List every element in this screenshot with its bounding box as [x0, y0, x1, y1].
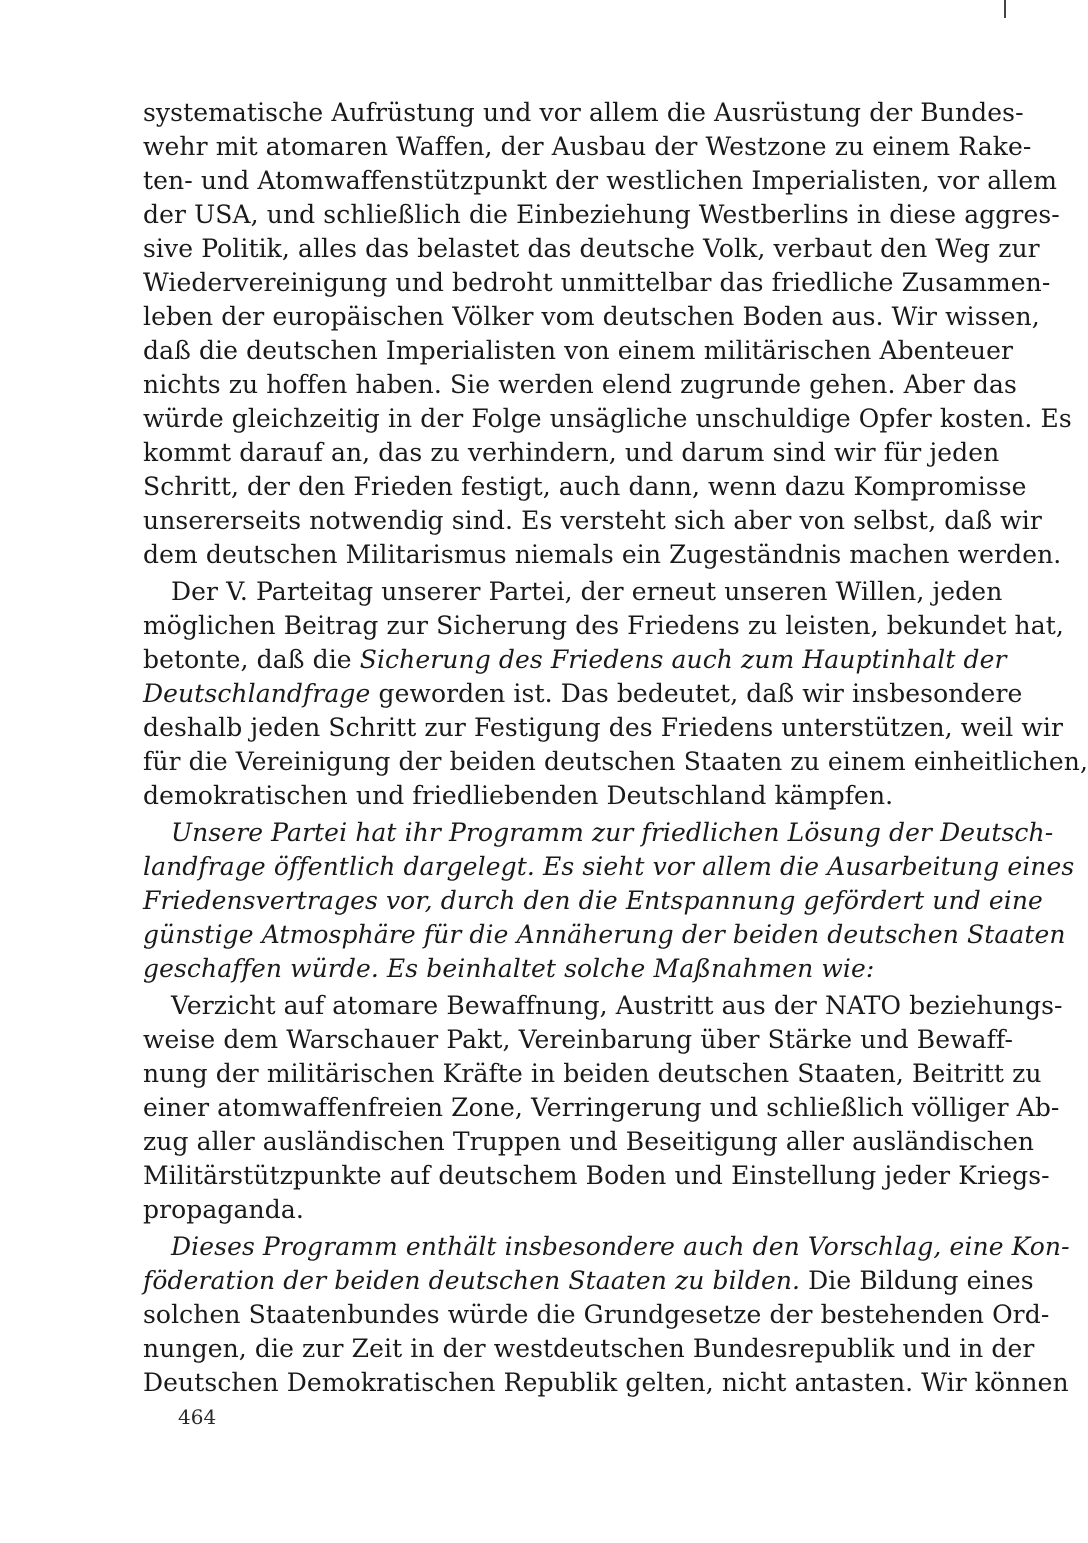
text-line: Schritt, der den Frieden festigt, auch dann, wenn dazu Kompromisse: [143, 472, 1027, 501]
text-line: Verzicht auf atomare Bewaffnung, Austritt aus der NATO beziehungs-: [171, 991, 1063, 1020]
text-line: der USA, und schließlich die Einbeziehung Westberlins in diese aggres-: [143, 200, 1060, 229]
body-text: [143, 96, 1088, 1400]
text-line: Militärstützpunkte auf deutschem Boden und Einstellung jeder Kriegs-: [143, 1161, 1050, 1190]
text-line: landfrage öffentlich dargelegt. Es sieht vor allem die Ausarbeitung eines: [143, 852, 1075, 881]
text-line: günstige Atmosphäre für die Annäherung der beiden deutschen Staaten: [143, 920, 1066, 949]
text-line: einer atomwaffenfreien Zone, Verringerung und schließlich völliger Ab-: [143, 1093, 1060, 1122]
text-line: nung der militärischen Kräfte in beiden deutschen Staaten, Beitritt zu: [143, 1059, 1042, 1088]
text-line: demokratischen und friedliebenden Deutschland kämpfen.: [143, 781, 894, 810]
text-line: systematische Aufrüstung und vor allem die Ausrüstung der Bundes-: [143, 98, 1024, 127]
text-line: sive Politik, alles das belastet das deutsche Volk, verbaut den Weg zur: [143, 234, 1040, 263]
text-line: würde gleichzeitig in der Folge unsägliche unschuldige Opfer kosten. Es: [143, 404, 1072, 433]
text-line: weise dem Warschauer Pakt, Vereinbarung über Stärke und Bewaff-: [143, 1025, 1014, 1054]
text-line: Deutschen Demokratischen Republik gelten, nicht antasten. Wir können: [143, 1368, 1069, 1397]
text-line: betonte, daß die Sicherung des Friedens auch zum Hauptinhalt der: [143, 645, 1007, 674]
text-line: kommt darauf an, das zu verhindern, und darum sind wir für jeden: [143, 438, 1000, 467]
text-line: unsererseits notwendig sind. Es versteht sich aber von selbst, daß wir: [143, 506, 1042, 535]
text-line: Wiedervereinigung und bedroht unmittelbar das friedliche Zusammen-: [143, 268, 1051, 297]
page-edge-mark: [1004, 0, 1006, 18]
page-number: 464: [178, 1405, 217, 1429]
text-line: leben der europäischen Völker vom deutschen Boden aus. Wir wissen,: [143, 302, 1040, 331]
text-line: Unsere Partei hat ihr Programm zur friedlichen Lösung der Deutsch-: [171, 818, 1054, 847]
text-line: Der V. Parteitag unserer Partei, der erneut unseren Willen, jeden: [171, 577, 1003, 606]
text-line: möglichen Beitrag zur Sicherung des Friedens zu leisten, bekundet hat,: [143, 611, 1064, 640]
text-line: ten- und Atomwaffenstützpunkt der westlichen Imperialisten, vor allem: [143, 166, 1058, 195]
text-line: Dieses Programm enthält insbesondere auch den Vorschlag, eine Kon-: [171, 1232, 1070, 1261]
text-line: wehr mit atomaren Waffen, der Ausbau der Westzone zu einem Rake-: [143, 132, 1032, 161]
text-line: für die Vereinigung der beiden deutschen Staaten zu einem einheitlichen,: [143, 747, 1088, 776]
text-line: Deutschlandfrage geworden ist. Das bedeutet, daß wir insbesondere: [143, 679, 1023, 708]
text-line: dem deutschen Militarismus niemals ein Zugeständnis machen werden.: [143, 540, 1062, 569]
text-line: solchen Staatenbundes würde die Grundgesetze der bestehenden Ord-: [143, 1300, 1050, 1329]
text-line: propaganda.: [143, 1195, 304, 1224]
text-line: deshalb jeden Schritt zur Festigung des Friedens unterstützen, weil wir: [143, 713, 1064, 742]
text-line: nichts zu hoffen haben. Sie werden elend zugrunde gehen. Aber das: [143, 370, 1017, 399]
text-line: nungen, die zur Zeit in der westdeutschen Bundesrepublik und in der: [143, 1334, 1035, 1363]
text-line: föderation der beiden deutschen Staaten zu bilden. Die Bildung eines: [143, 1266, 1034, 1295]
text-line: geschaffen würde. Es beinhaltet solche Maßnahmen wie:: [143, 954, 875, 983]
text-line: zug aller ausländischen Truppen und Beseitigung aller ausländischen: [143, 1127, 1035, 1156]
text-line: Friedensvertrages vor, durch den die Entspannung gefördert und eine: [143, 886, 1043, 915]
text-line: daß die deutschen Imperialisten von einem militärischen Abenteuer: [143, 336, 1014, 365]
